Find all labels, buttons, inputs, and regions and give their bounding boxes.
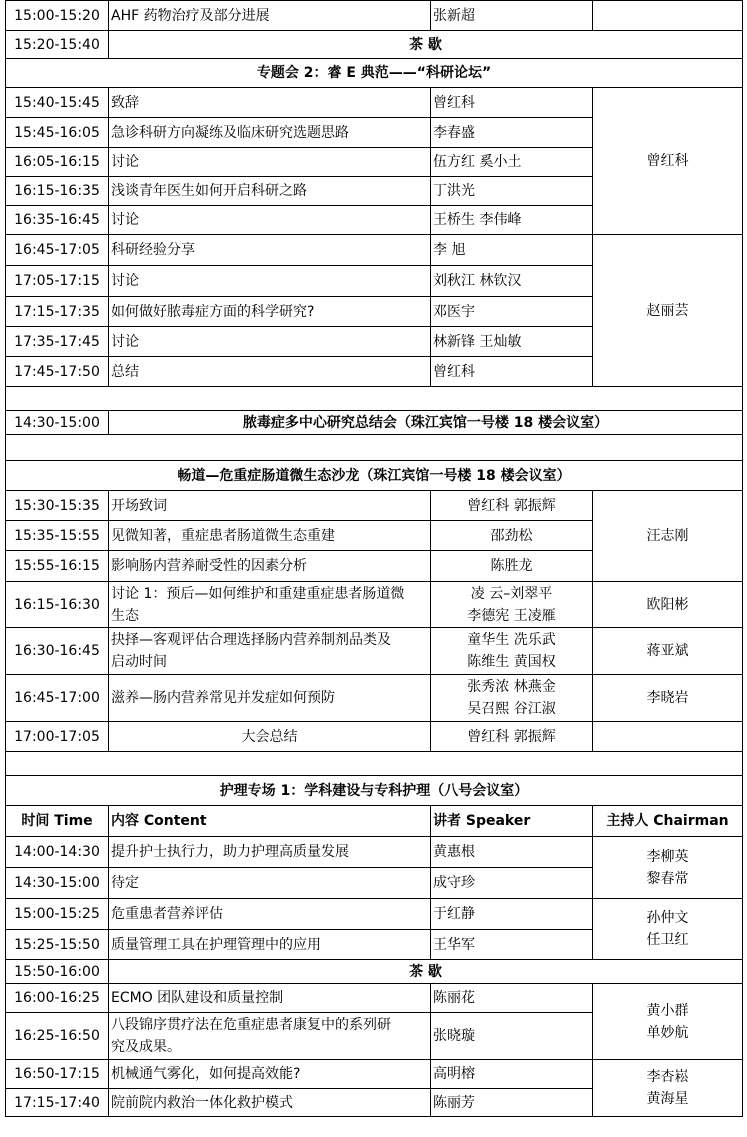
table-row [6,899,743,930]
spacer-cell [6,435,743,461]
speaker-cell: 黄惠根 [431,837,593,868]
spacer-cell [6,387,743,411]
time-cell: 16:45-17:05 [6,235,109,266]
table-row [6,582,743,628]
speaker-cell: 丁洪光 [431,177,593,206]
spacer-cell [6,752,743,776]
chair-cell: 欧阳彬 [593,582,743,628]
speaker-cell: 陈胜龙 [431,551,593,582]
spacer-row [6,387,743,411]
chair-cell: 李晓岩 [593,675,743,722]
speaker-cell: 林新锋 王灿敏 [431,327,593,357]
section-title: 护理专场 1：学科建设与专科护理（八号会议室） [6,776,743,806]
section-title: 专题会 2：睿 E 典范——“科研论坛” [6,59,743,88]
content-cell: 见微知著，重症患者肠道微生态重建 [109,521,431,551]
content-line: 究及成果。 [111,1039,181,1055]
chair-cell [593,984,743,1060]
content-cell: 待定 [109,868,431,899]
content-cell: 如何做好脓毒症方面的科学研究? [109,297,431,327]
chair-cell [593,899,743,960]
speaker-cell [431,675,593,722]
table-row [6,491,743,521]
chair-line: 黄海星 [646,1091,689,1107]
speaker-cell: 陈丽芳 [431,1089,593,1117]
chair-line: 单妙航 [646,1024,689,1041]
time-cell: 15:25-15:50 [6,930,109,960]
content-cell: 影响肠内营养耐受性的因素分析 [109,551,431,582]
speaker-cell: 刘秋江 林钦汉 [431,266,593,297]
time-cell: 17:00-17:05 [6,722,109,752]
table-row [6,1060,743,1089]
chair-cell [593,837,743,899]
spacer-row [6,435,743,461]
content-cell: 总结 [109,357,431,387]
content-cell: 讨论 [109,206,431,235]
spacer-row [6,752,743,776]
time-cell: 14:00-14:30 [6,837,109,868]
speaker-cell [431,582,593,628]
time-cell: 15:00-15:25 [6,899,109,930]
table-row [6,837,743,868]
table-row [6,628,743,675]
speaker-cell: 王桥生 李伟峰 [431,206,593,235]
table-row [6,722,743,752]
content-line: 生态 [111,607,139,624]
content-cell: 讨论 [109,266,431,297]
time-cell: 16:50-17:15 [6,1060,109,1089]
content-cell: 浅谈青年医生如何开启科研之路 [109,177,431,206]
chair-cell: 汪志刚 [593,491,743,582]
table-row [6,411,743,435]
break-row [6,960,743,984]
time-cell: 17:05-17:15 [6,266,109,297]
table-row [6,235,743,266]
speaker-line: 童华生 冼乐武 [467,632,556,648]
column-header-content: 内容 Content [109,806,431,837]
speaker-cell: 王华军 [431,930,593,960]
content-cell: 滋养—肠内营养常见并发症如何预防 [109,675,431,722]
chair-cell [593,1,743,31]
content-cell: 大会总结 [109,722,431,752]
time-cell: 15:50-16:00 [6,960,109,984]
speaker-cell: 邵劲松 [431,521,593,551]
speaker-cell: 曾红科 郭振辉 [431,491,593,521]
speaker-cell: 伍方红 奚小土 [431,148,593,177]
content-cell: 讨论 [109,148,431,177]
column-header-time: 时间 Time [6,806,109,837]
time-cell: 15:45-16:05 [6,118,109,148]
time-cell: 16:05-16:15 [6,148,109,177]
chair-line: 孙仲文 [646,910,689,926]
speaker-line: 李德宪 王凌雁 [467,607,556,624]
content-cell: 院前院内救治一体化救护模式 [109,1089,431,1117]
time-cell: 16:35-16:45 [6,206,109,235]
time-cell: 17:15-17:35 [6,297,109,327]
content-line: 八段锦序贯疗法在危重症患者康复中的系列研 [111,1017,391,1033]
content-cell: AHF 药物治疗及部分进展 [109,1,431,31]
content-cell: 提升护士执行力，助力护理高质量发展 [109,837,431,868]
time-cell: 16:25-16:50 [6,1013,109,1060]
speaker-cell: 曾红科 [431,357,593,387]
time-cell: 17:35-17:45 [6,327,109,357]
content-cell: 科研经验分享 [109,235,431,266]
time-cell: 15:35-15:55 [6,521,109,551]
time-cell: 16:45-17:00 [6,675,109,722]
content-cell: 开场致词 [109,491,431,521]
chair-cell [593,722,743,752]
section-title-row [6,776,743,806]
break-label: 茶 歇 [109,31,743,59]
time-cell: 15:40-15:45 [6,88,109,118]
speaker-cell [431,628,593,675]
content-cell: 机械通气雾化，如何提高效能? [109,1060,431,1089]
time-cell: 16:30-16:45 [6,628,109,675]
speaker-cell: 张晓璇 [431,1013,593,1060]
content-cell: 质量管理工具在护理管理中的应用 [109,930,431,960]
speaker-line: 吴召熙 谷江淑 [467,701,556,717]
table-row [6,1,743,31]
column-header-chair: 主持人 Chairman [593,806,743,837]
content-cell [109,1013,431,1060]
speaker-cell: 高明榕 [431,1060,593,1089]
break-label: 茶 歇 [109,960,743,984]
content-cell: 讨论 [109,327,431,357]
chair-line: 李杏崧 [646,1069,689,1085]
table-row [6,675,743,722]
time-cell: 16:00-16:25 [6,984,109,1013]
time-cell: 17:15-17:40 [6,1089,109,1117]
speaker-cell: 成守珍 [431,868,593,899]
speaker-cell: 于红静 [431,899,593,930]
table-row [6,88,743,118]
time-cell: 16:15-16:35 [6,177,109,206]
schedule-table [5,0,743,1117]
time-cell: 14:30-15:00 [6,411,109,435]
meeting-title: 脓毒症多中心研究总结会（珠江宾馆一号楼 18 楼会议室） [109,411,743,435]
speaker-line: 凌 云–刘翠平 [470,585,553,602]
speaker-cell: 张新超 [431,1,593,31]
time-cell: 17:45-17:50 [6,357,109,387]
chair-cell: 曾红科 [593,88,743,235]
time-cell: 15:55-16:15 [6,551,109,582]
speaker-cell: 邓医宇 [431,297,593,327]
speaker-line: 张秀浓 林燕金 [467,679,556,695]
content-line: 启动时间 [111,654,167,670]
time-cell: 15:30-15:35 [6,491,109,521]
chair-line: 任卫红 [646,932,689,948]
chair-cell [593,1060,743,1117]
content-cell: 危重患者营养评估 [109,899,431,930]
speaker-cell: 曾红科 郭振辉 [431,722,593,752]
time-cell: 16:15-16:30 [6,582,109,628]
table-row [6,984,743,1013]
chair-line: 黄小群 [646,1002,689,1019]
break-row [6,31,743,59]
chair-line: 李柳英 [646,848,689,865]
time-cell: 14:30-15:00 [6,868,109,899]
speaker-cell: 曾红科 [431,88,593,118]
content-cell: 急诊科研方向凝练及临床研究选题思路 [109,118,431,148]
content-line: 抉择—客观评估合理选择肠内营养制剂品类及 [111,632,391,648]
chair-line: 黎春常 [646,870,689,887]
content-cell [109,582,431,628]
content-cell [109,628,431,675]
time-cell: 15:00-15:20 [6,1,109,31]
content-cell: 致辞 [109,88,431,118]
column-header-speaker: 讲者 Speaker [431,806,593,837]
speaker-cell: 李春盛 [431,118,593,148]
content-line: 讨论 1：预后—如何维护和重建重症患者肠道微 [111,585,405,602]
section-title-row [6,59,743,88]
chair-cell: 蒋亚斌 [593,628,743,675]
section-title-row [6,461,743,491]
time-cell: 15:20-15:40 [6,31,109,59]
speaker-cell: 李 旭 [431,235,593,266]
content-cell: ECMO 团队建设和质量控制 [109,984,431,1013]
speaker-line: 陈维生 黄国权 [467,654,556,670]
speaker-cell: 陈丽花 [431,984,593,1013]
header-row [6,806,743,837]
chair-cell: 赵丽芸 [593,235,743,387]
section-title: 畅道—危重症肠道微生态沙龙（珠江宾馆一号楼 18 楼会议室） [6,461,743,491]
